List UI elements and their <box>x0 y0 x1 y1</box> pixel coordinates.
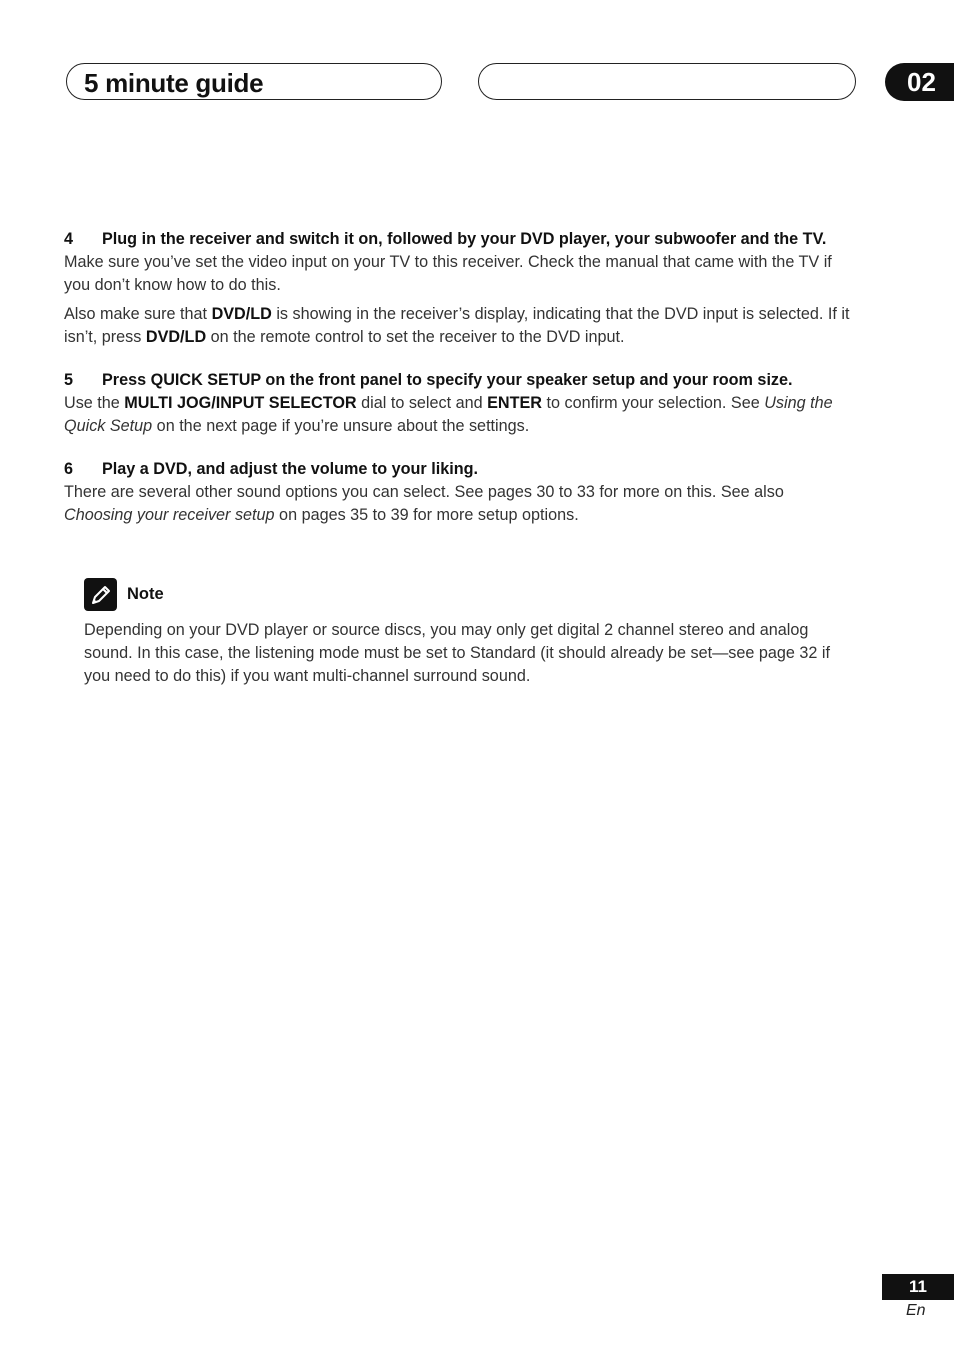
note-box <box>84 578 859 704</box>
text-run: dial to select and <box>356 394 488 412</box>
step-number: 4 <box>64 230 74 248</box>
step-heading-text: Play a DVD, and adjust the volume to your liking. <box>102 460 478 478</box>
header-section-box <box>478 63 856 100</box>
step-heading-text: Plug in the receiver and switch it on, followed by your DVD player, your subwoofer and the TV. <box>102 230 827 248</box>
text-run: to confirm your selection. See <box>542 394 765 412</box>
text-run: Use the <box>64 394 125 412</box>
key-label: DVD/LD <box>145 328 207 346</box>
step-5-heading <box>64 369 856 392</box>
note-body: Depending on your DVD player or source discs, you may only get digital 2 channel stereo and analog sound. In this case, the listening mode must be set to Standard (it should already be set—see page 32 if you need to do this) if you want multi-channel surround sound. <box>84 621 830 685</box>
key-label: MULTI JOG/INPUT SELECTOR <box>124 394 357 412</box>
pencil-icon <box>84 578 117 611</box>
text-run: on the next page if you’re unsure about the settings. <box>152 417 530 435</box>
section-reference: Using the Quick Setup <box>64 394 833 435</box>
main-content <box>64 228 856 527</box>
text-run: on pages 35 to 39 for more setup options. <box>274 506 579 524</box>
note-header <box>84 578 859 611</box>
page-title: 5 minute guide <box>84 68 264 98</box>
step-4-paragraph-2 <box>64 303 856 349</box>
page-language: En <box>906 1302 926 1319</box>
text-run: There are several other sound options you can select. See pages 30 to 33 for more on this. See also <box>64 483 784 501</box>
note-label: Note <box>127 585 164 603</box>
page-number: 11 <box>882 1274 954 1300</box>
step-4-heading <box>64 228 856 251</box>
text-run: is showing in the receiver’s display, indicating that the DVD input is selected. If it isn’t, press <box>64 305 850 346</box>
step-number: 5 <box>64 371 74 389</box>
step-number: 6 <box>64 460 74 478</box>
step-heading-text: Press QUICK SETUP on the front panel to specify your speaker setup and your room size. <box>102 371 793 389</box>
step-5-paragraph <box>64 392 856 438</box>
chapter-number-tab: 02 <box>885 63 954 101</box>
key-label: DVD/LD <box>211 305 272 323</box>
text-run: Also make sure that <box>64 305 212 323</box>
section-reference: Choosing your receiver setup <box>64 506 275 524</box>
step-6-heading <box>64 458 856 481</box>
step-4-paragraph-1: Make sure you’ve set the video input on your TV to this receiver. Check the manual that came with the TV if you don’t know how to do this. <box>64 253 832 294</box>
text-run: on the remote control to set the receiver to the DVD input. <box>206 328 625 346</box>
header-title-box <box>66 63 442 100</box>
key-label: ENTER <box>487 394 542 412</box>
step-6-paragraph <box>64 481 856 527</box>
